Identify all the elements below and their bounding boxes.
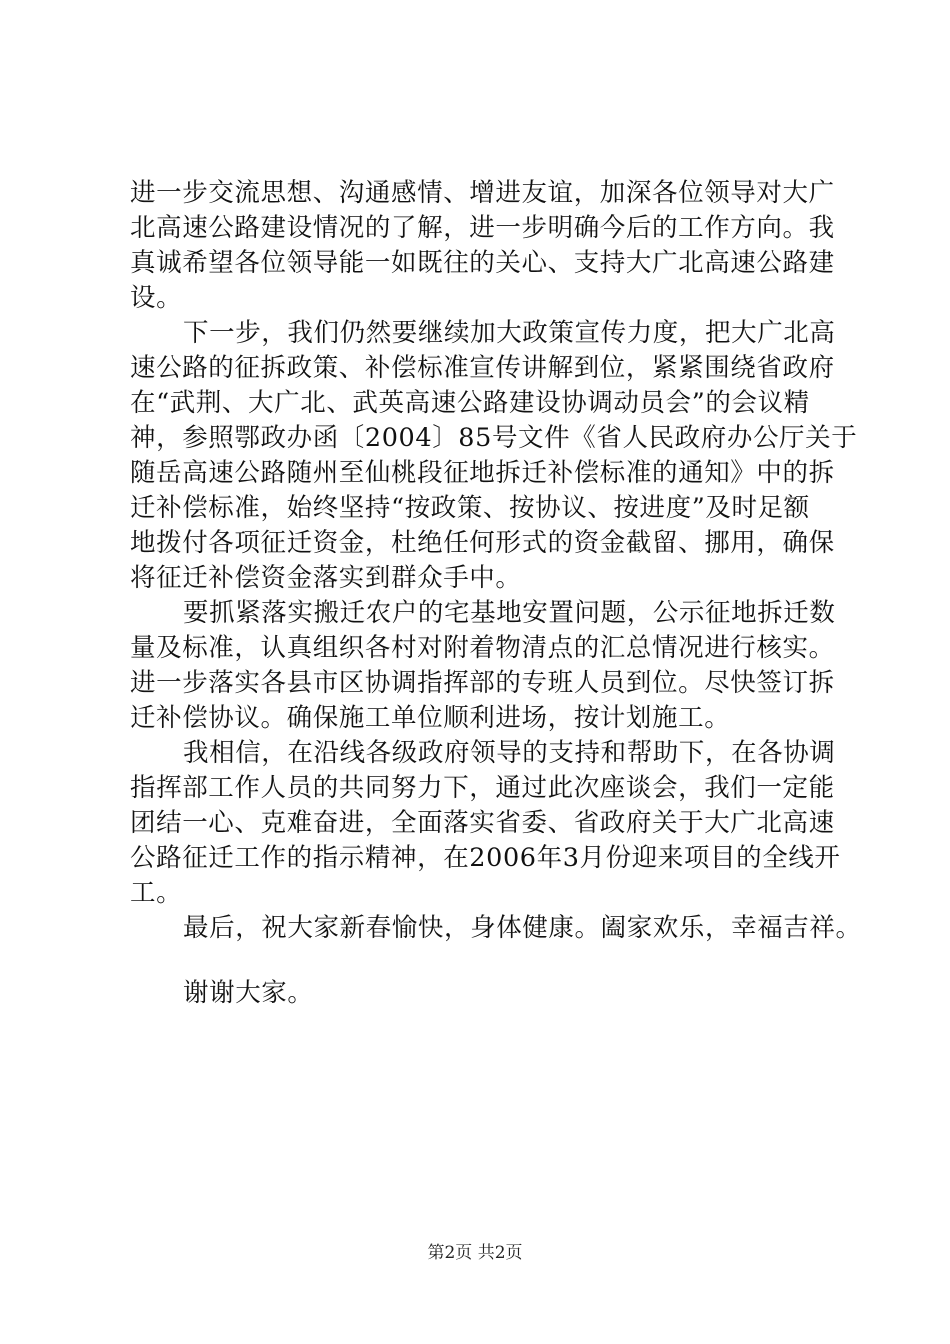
paragraph-line: 北高速公路建设情况的了解，进一步明确今后的工作方向。我	[130, 213, 835, 243]
paragraph-line: 迁补偿标准，始终坚持“按政策、按协议、按进度”及时足额	[130, 493, 810, 523]
paragraph-line: 神，参照鄂政办函〔2004〕85号文件《省人民政府办公厅关于	[130, 423, 858, 453]
paragraph-line: 随岳高速公路随州至仙桃段征地拆迁补偿标准的通知》中的拆	[130, 458, 835, 488]
page-number-footer: 第2页 共2页	[427, 1243, 523, 1263]
paragraph-line: 进一步交流思想、沟通感情、增进友谊，加深各位领导对大广	[130, 178, 835, 208]
paragraph-line: 最后，祝大家新春愉快，身体健康。阖家欢乐，幸福吉祥。	[183, 913, 862, 943]
paragraph-line: 要抓紧落实搬迁农户的宅基地安置问题，公示征地拆迁数	[183, 598, 836, 628]
paragraph-line: 速公路的征拆政策、补偿标准宣传讲解到位，紧紧围绕省政府	[130, 353, 835, 383]
paragraph-line: 下一步，我们仍然要继续加大政策宣传力度，把大广北高	[183, 318, 836, 348]
paragraph-line: 设。	[130, 283, 183, 313]
closing-line: 谢谢大家。	[183, 978, 314, 1008]
paragraph-line: 真诚希望各位领导能一如既往的关心、支持大广北高速公路建	[130, 248, 835, 278]
paragraph-line: 量及标准，认真组织各村对附着物清点的汇总情况进行核实。	[130, 633, 835, 663]
paragraph-line: 工。	[130, 878, 183, 908]
paragraph-line: 在“武荆、大广北、武英高速公路建设协调动员会”的会议精	[130, 388, 810, 418]
paragraph-line: 进一步落实各县市区协调指挥部的专班人员到位。尽快签订拆	[130, 668, 835, 698]
paragraph-line: 迁补偿协议。确保施工单位顺利进场，按计划施工。	[130, 703, 731, 733]
paragraph-line: 我相信，在沿线各级政府领导的支持和帮助下，在各协调	[183, 738, 836, 768]
paragraph-line: 将征迁补偿资金落实到群众手中。	[130, 563, 522, 593]
paragraph-line: 公路征迁工作的指示精神，在2006年3月份迎来项目的全线开	[130, 843, 841, 873]
paragraph-line: 地拨付各项征迁资金，杜绝任何形式的资金截留、挪用，确保	[130, 528, 835, 558]
paragraph-line: 团结一心、克难奋进，全面落实省委、省政府关于大广北高速	[130, 808, 835, 838]
paragraph-line: 指挥部工作人员的共同努力下，通过此次座谈会，我们一定能	[130, 773, 835, 803]
